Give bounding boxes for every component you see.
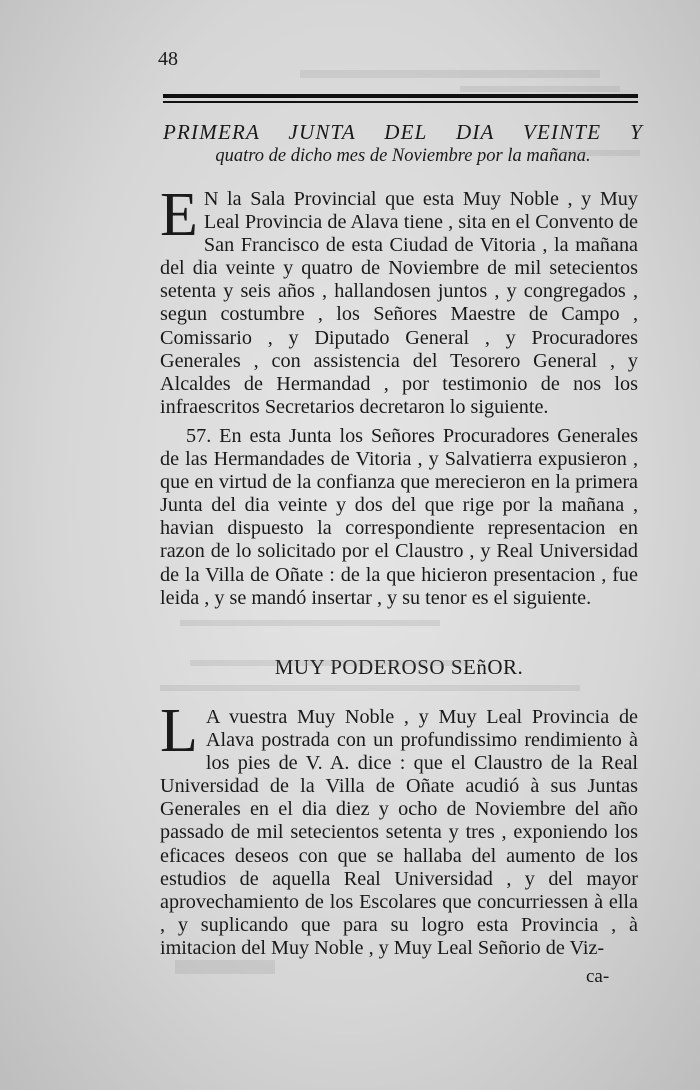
texture-stroke — [300, 70, 600, 78]
texture-stroke — [175, 960, 275, 974]
section-heading — [163, 120, 643, 168]
header-rule-thick — [163, 94, 638, 98]
catchword: ca- — [586, 966, 610, 987]
header-rule-thin — [163, 101, 638, 103]
paragraph-opening-text: N la Sala Provincial que esta Muy Noble , y Muy Leal Provincia de Alava tiene , sita en el Convento de San Francisco de esta Ciudad de Vitoria , la mañana del dia veinte y quatro de Noviembre de mil setecientos setenta y seis años , hallandosen juntos , y congregados , segun costumbre , los Señores Maestre de Campo , Comissario , y Diputado General , y Procuradores Generales , con assistencia del Tesorero General , y Alcaldes de Hermandad , por testimonio de nos los infraescritos Secretarios decretaron lo siguiente. — [160, 188, 638, 418]
heading-line-1: PRIMERA JUNTA DEL DIA VEINTE Y — [163, 120, 643, 144]
address-title: MUY PODEROSO SEñOR. — [274, 655, 524, 679]
page-number: 48 — [158, 48, 178, 70]
texture-stroke — [460, 86, 620, 92]
paragraph-petition — [160, 697, 638, 960]
drop-cap-initial: E — [160, 181, 198, 249]
heading-line-2: quatro de dicho mes de Noviembre por la mañana. — [215, 146, 591, 166]
texture-stroke — [160, 685, 580, 691]
texture-stroke — [180, 620, 440, 626]
drop-cap-initial-2: L — [160, 697, 198, 765]
paragraph-item-57: 57. En esta Junta los Señores Procuradores Generales de las Hermandades de Vitoria , y Salvatierra expusieron , que en virtud de la confianza que merecieron en la primera Junta del dia veinte y dos del que rige por la mañana , havian dispuesto la correspondiente representacion en razon de lo solicitado por el Claustro , y Real Universidad de la Villa de Oñate : de la que hicieron presentacion , fue leida , y se mandó insertar , y su tenor es el siguiente. — [160, 425, 638, 609]
paragraph-petition-text: A vuestra Muy Noble , y Muy Leal Provincia de Alava postrada con un profundissimo rendimiento à los pies de V. A. dice : que el Claustro de la Real Universidad de la Villa de Oñate acudió à sus Juntas Generales en el dia diez y ocho de Noviembre del año passado de mil setecientos setenta y tres , exponiendo los eficaces deseos con que se hallaba del aumento de los estudios de aquella Real Universidad , y del mayor aprovechamiento de los Escolares que concurriessen à ella , y suplicando que para su logro esta Provincia , à imitacion del Muy Noble , y Muy Leal Señorio de Viz- — [160, 706, 638, 959]
paragraph-opening — [160, 181, 638, 419]
